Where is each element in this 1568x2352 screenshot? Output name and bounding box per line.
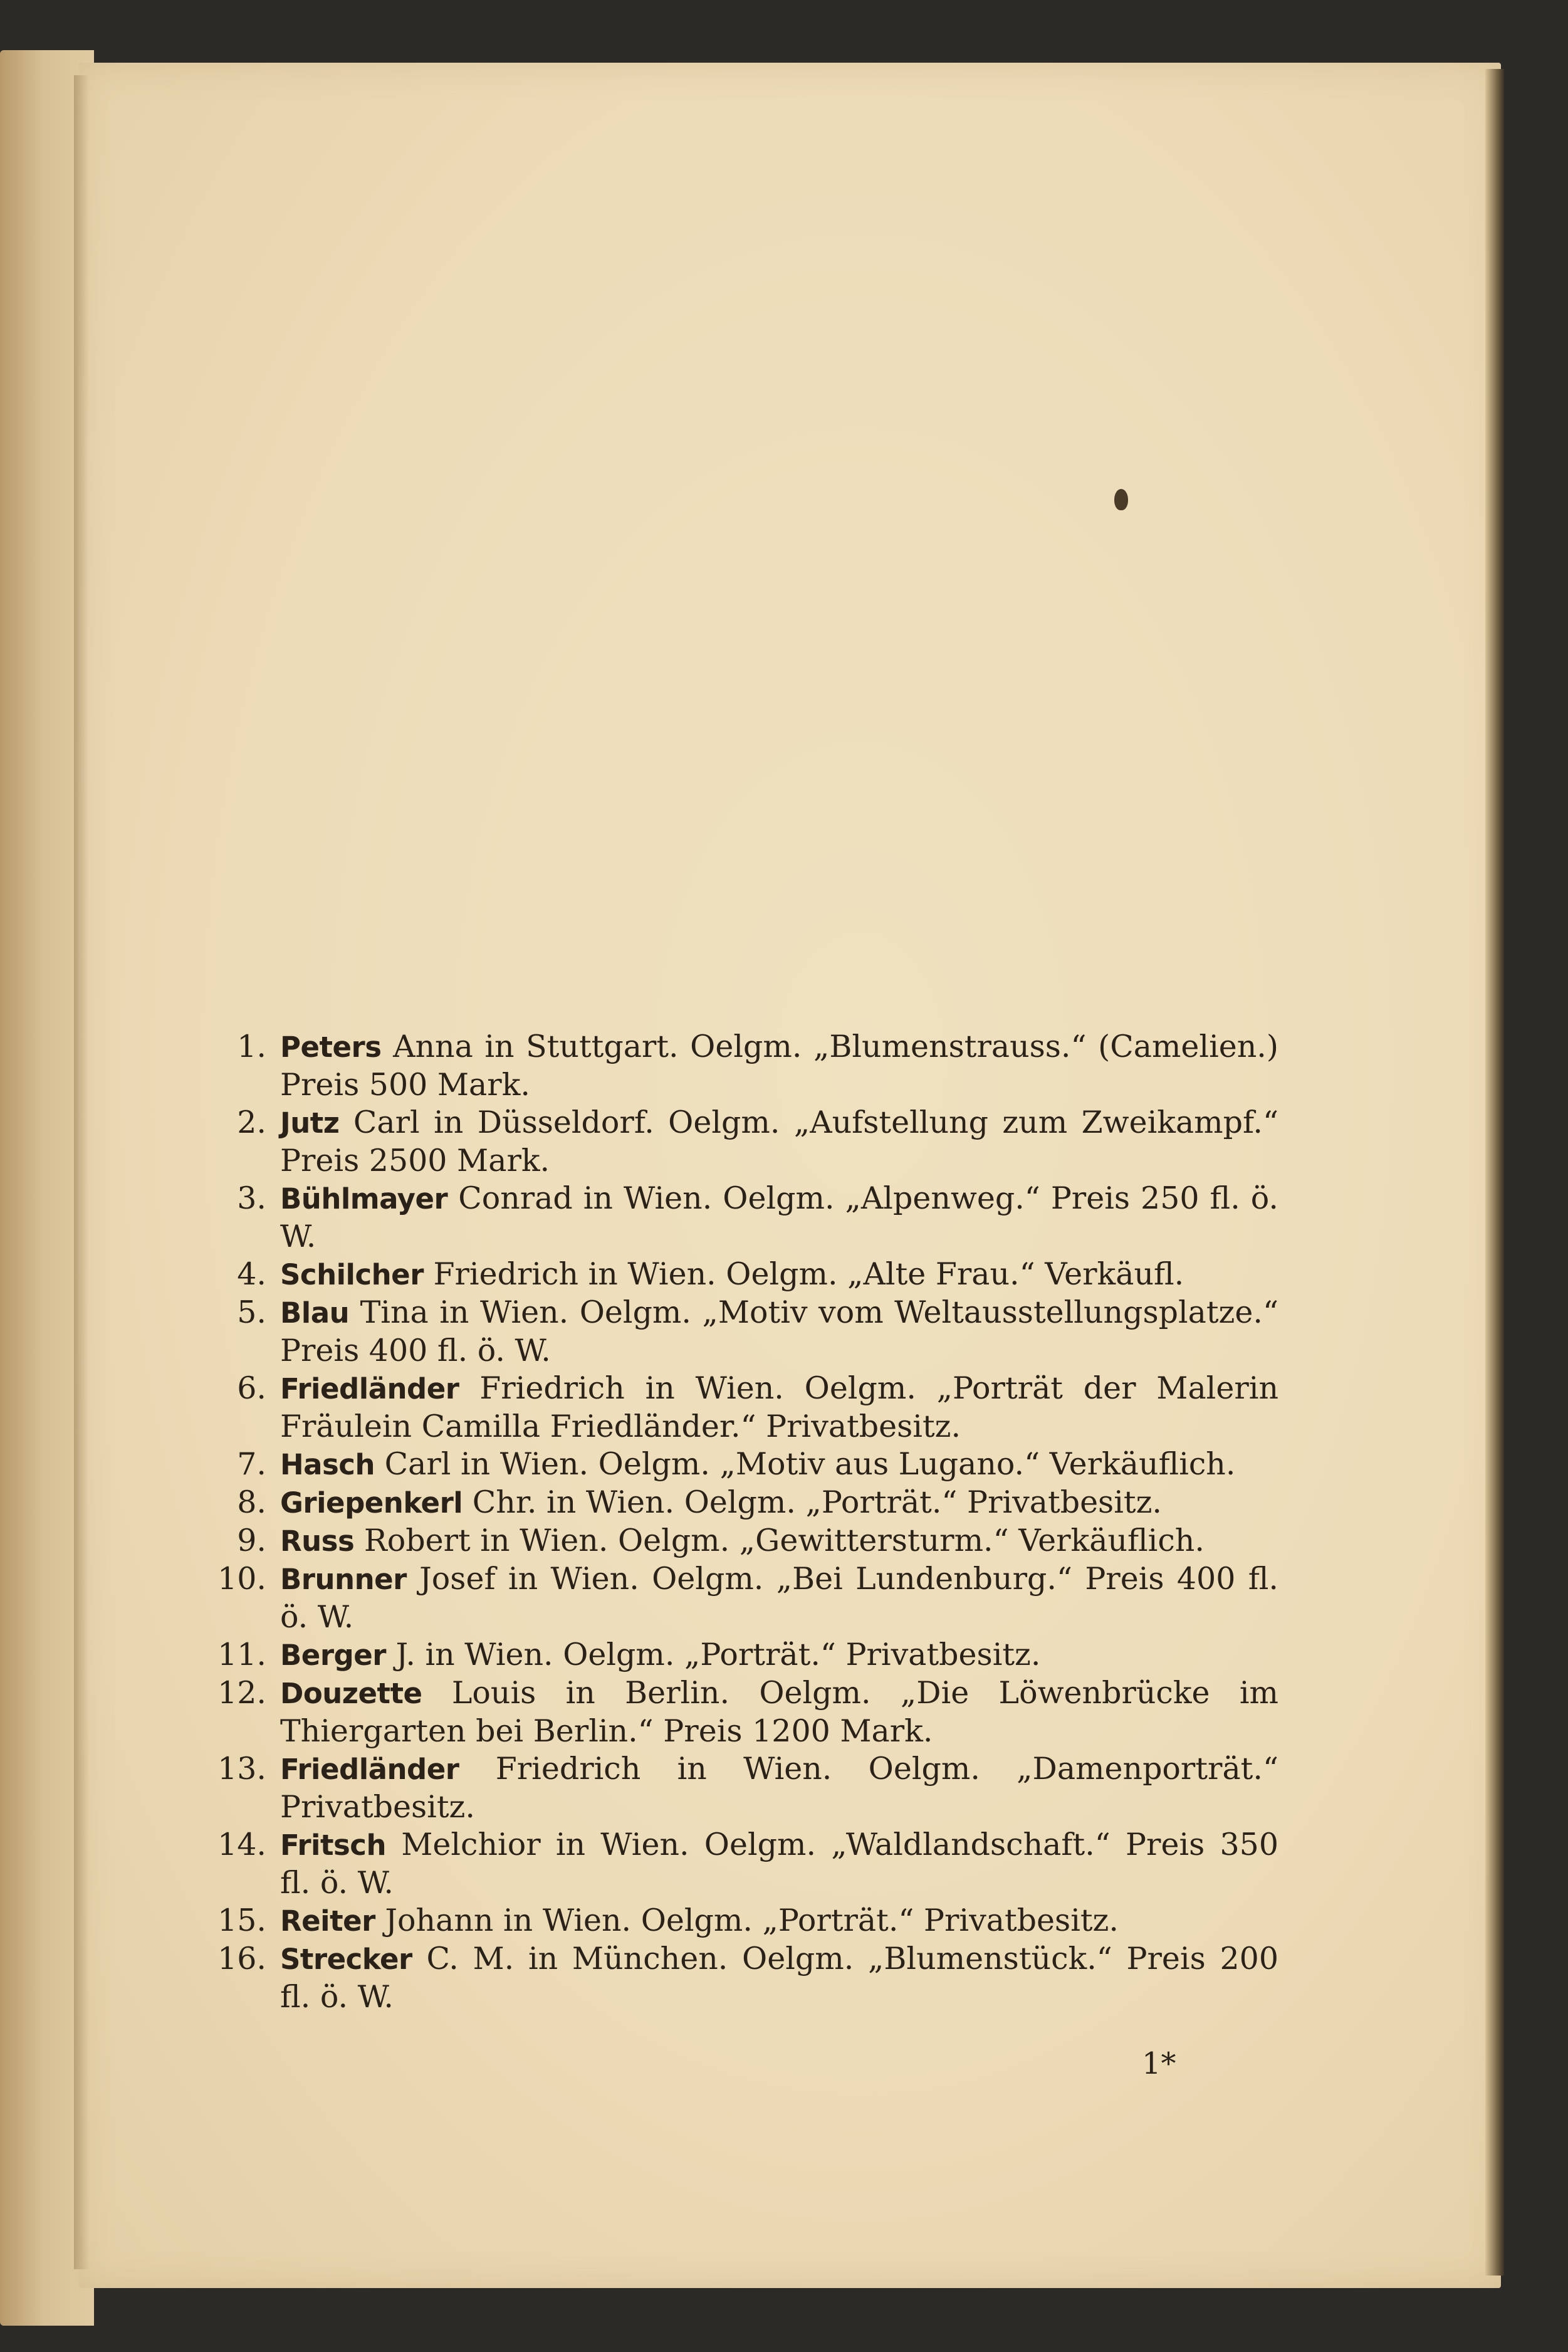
artist-name: Berger xyxy=(280,1639,386,1672)
catalog-entry xyxy=(201,1484,1278,1522)
artist-name: Griepenkerl xyxy=(280,1486,463,1520)
entry-number: 2. xyxy=(237,1105,266,1140)
entry-text: Friedrich in Wien. Oelgm. „Porträt der Malerin Fräulein Camilla Friedländer.“ Privatbesitz. xyxy=(280,1370,1278,1444)
entry-text: Anna in Stuttgart. Oelgm. „Blumenstrauss.“ (Camelien.) Preis 500 Mark. xyxy=(280,1029,1278,1103)
entry-number: 12. xyxy=(217,1675,266,1711)
entry-body xyxy=(280,1902,1278,1940)
catalog-entry xyxy=(201,1674,1278,1750)
entry-text: Tina in Wien. Oelgm. „Motiv vom Weltausstellungsplatze.“ Preis 400 fl. ö. W. xyxy=(280,1294,1278,1368)
catalog-entry xyxy=(201,1180,1278,1256)
catalog-entry xyxy=(201,1104,1278,1180)
catalog-entry xyxy=(201,1256,1278,1294)
ink-spot xyxy=(1114,489,1128,510)
entry-number: 15. xyxy=(217,1903,266,1938)
artist-name: Douzette xyxy=(280,1677,422,1710)
artist-name: Friedländer xyxy=(280,1372,459,1405)
artist-name: Schilcher xyxy=(280,1258,424,1291)
entry-body xyxy=(280,1522,1278,1560)
entry-text: Conrad in Wien. Oelgm. „Alpenweg.“ Preis 250 fl. ö. W. xyxy=(280,1180,1278,1254)
entry-body xyxy=(280,1560,1278,1636)
entry-body xyxy=(280,1370,1278,1446)
catalog-list xyxy=(201,1028,1278,2016)
entry-number: 13. xyxy=(217,1751,266,1787)
signature-mark: 1* xyxy=(1142,2046,1176,2081)
entry-body xyxy=(280,1104,1278,1180)
catalog-entry xyxy=(201,1446,1278,1484)
entry-number: 8. xyxy=(237,1484,266,1520)
entry-number: 5. xyxy=(237,1294,266,1330)
entry-number: 4. xyxy=(237,1256,266,1292)
entry-text: Carl in Düsseldorf. Oelgm. „Aufstellung zum Zweikampf.“ Preis 2500 Mark. xyxy=(280,1105,1278,1179)
entry-number: 10. xyxy=(217,1561,266,1597)
entry-text: Johann in Wien. Oelgm. „Porträt.“ Privatbesitz. xyxy=(385,1903,1119,1938)
entry-body xyxy=(280,1180,1278,1256)
entry-text: C. M. in München. Oelgm. „Blumenstück.“ Preis 200 fl. ö. W. xyxy=(280,1941,1278,2015)
artist-name: Peters xyxy=(280,1031,382,1064)
entry-number: 11. xyxy=(217,1637,266,1672)
catalog-entry xyxy=(201,1826,1278,1902)
entry-body xyxy=(280,1750,1278,1826)
artist-name: Strecker xyxy=(280,1943,412,1976)
entry-text: Friedrich in Wien. Oelgm. „Damenporträt.“ Privatbesitz. xyxy=(280,1751,1279,1825)
artist-name: Blau xyxy=(280,1296,350,1330)
entry-text: Chr. in Wien. Oelgm. „Porträt.“ Privatbesitz. xyxy=(472,1484,1162,1520)
catalog-entry xyxy=(201,1636,1278,1674)
artist-name: Jutz xyxy=(280,1106,340,1140)
artist-name: Fritsch xyxy=(280,1829,386,1862)
entry-number: 7. xyxy=(237,1446,266,1482)
catalog-entry xyxy=(201,1370,1278,1446)
entry-text: Josef in Wien. Oelgm. „Bei Lundenburg.“ Preis 400 fl. ö. W. xyxy=(280,1561,1278,1635)
entry-body xyxy=(280,1940,1278,2016)
catalog-entry xyxy=(201,1750,1278,1826)
catalog-entry xyxy=(201,1294,1278,1370)
entry-body xyxy=(280,1674,1278,1750)
catalog-entry xyxy=(201,1560,1278,1636)
entry-number: 6. xyxy=(237,1370,266,1406)
entry-number: 9. xyxy=(237,1523,266,1558)
entry-body xyxy=(280,1446,1278,1484)
catalog-entry xyxy=(201,1522,1278,1560)
artist-name: Brunner xyxy=(280,1563,407,1596)
artist-name: Reiter xyxy=(280,1904,375,1938)
entry-number: 3. xyxy=(237,1180,266,1216)
entry-body xyxy=(280,1636,1278,1674)
entry-body xyxy=(280,1294,1278,1370)
page-gutter-shadow xyxy=(74,75,89,2269)
entry-text: Louis in Berlin. Oelgm. „Die Löwenbrücke im Thiergarten bei Berlin.“ Preis 1200 Mark. xyxy=(280,1675,1279,1749)
entry-body xyxy=(280,1484,1278,1522)
page-fore-edge xyxy=(1485,69,1504,2276)
entry-text: Robert in Wien. Oelgm. „Gewittersturm.“ Verkäuflich. xyxy=(363,1523,1205,1558)
entry-number: 14. xyxy=(217,1827,266,1862)
artist-name: Bühlmayer xyxy=(280,1182,448,1215)
entry-text: J. in Wien. Oelgm. „Porträt.“ Privatbesitz. xyxy=(395,1637,1041,1672)
entry-body xyxy=(280,1826,1278,1902)
entry-text: Melchior in Wien. Oelgm. „Waldlandschaft.“ Preis 350 fl. ö. W. xyxy=(280,1827,1278,1901)
catalog-entry xyxy=(201,1028,1278,1104)
artist-name: Russ xyxy=(280,1525,355,1558)
catalog-entry xyxy=(201,1940,1278,2016)
entry-text: Carl in Wien. Oelgm. „Motiv aus Lugano.“ Verkäuflich. xyxy=(384,1446,1236,1482)
entry-number: 1. xyxy=(237,1029,266,1064)
entry-text: Friedrich in Wien. Oelgm. „Alte Frau.“ Verkäufl. xyxy=(433,1256,1184,1292)
entry-number: 16. xyxy=(217,1941,266,1977)
entry-body xyxy=(280,1028,1278,1104)
artist-name: Friedländer xyxy=(280,1753,459,1786)
artist-name: Hasch xyxy=(280,1448,375,1481)
catalog-entry xyxy=(201,1902,1278,1940)
entry-body xyxy=(280,1256,1278,1294)
